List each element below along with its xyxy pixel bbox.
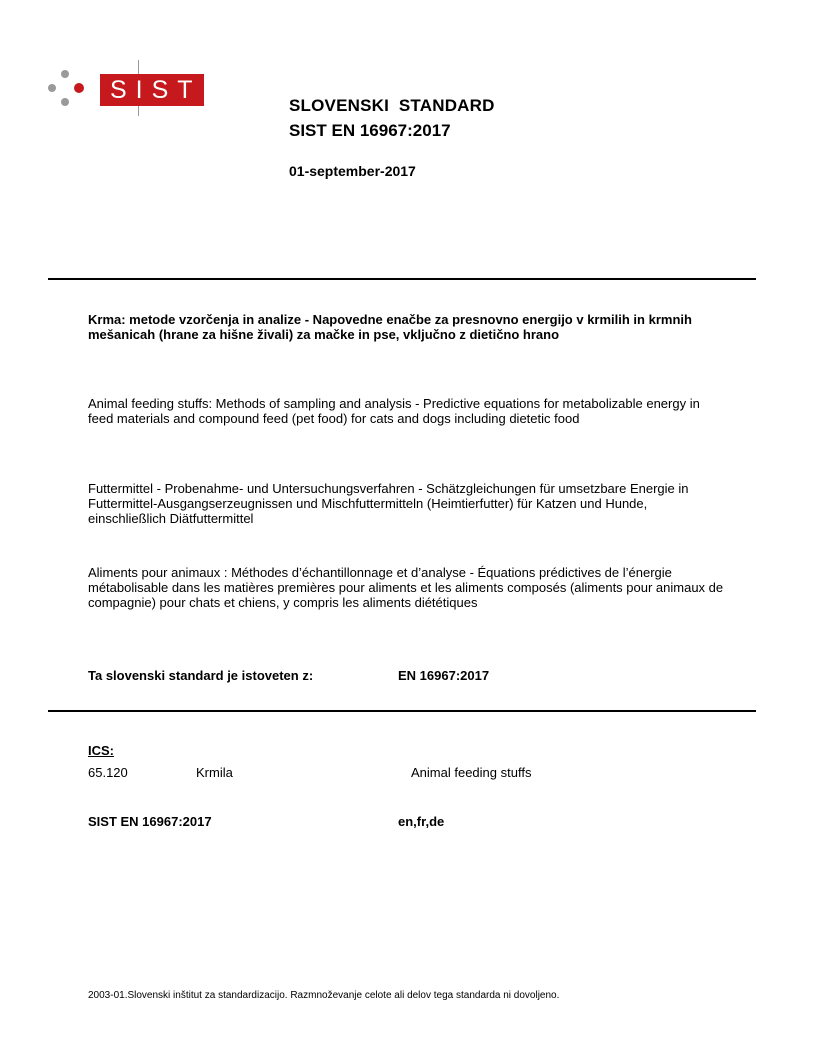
ics-heading: ICS: <box>88 743 114 758</box>
footer-languages: en,fr,de <box>398 814 445 829</box>
bottom-divider <box>48 710 756 712</box>
standard-type-title: SLOVENSKI STANDARD <box>289 96 495 115</box>
title-german: Futtermittel - Probenahme- und Untersuchungsverfahren - Schätzgleichungen für umsetzbare Energie in Futtermittel-Ausgangserzeugnissen und Mischfuttermitteln (Heimtierfutter) für Katzen und Hunde, einschließlich Diätfuttermittel <box>88 481 689 526</box>
top-divider <box>48 278 756 280</box>
standard-code: SIST EN 16967:2017 <box>289 121 451 140</box>
publication-date: 01-september-2017 <box>289 163 416 179</box>
ics-name-english: Animal feeding stuffs <box>411 765 532 780</box>
sist-logo: SIST <box>100 74 204 106</box>
identical-value: EN 16967:2017 <box>398 668 490 683</box>
title-french: Aliments pour animaux : Méthodes d’échantillonnage et d’analyse - Équations prédictives de l’énergie métabolisable dans les matières premières pour aliments et les aliments composés (aliments pour animaux de compagnie) pour chats et chiens, y compris les aliments diététiques <box>88 565 724 610</box>
logo-dots-icon <box>44 66 94 112</box>
copyright-notice: 2003-01.Slovenski inštitut za standardizacijo. Razmnoževanje celote ali delov tega standarda ni dovoljeno. <box>88 990 560 1001</box>
title-english: Animal feeding stuffs: Methods of sampling and analysis - Predictive equations for metabolizable energy in feed materials and compound feed (pet food) for cats and dogs including dietetic food <box>88 396 700 426</box>
ics-code: 65.120 <box>88 765 128 780</box>
title-slovenian: Krma: metode vzorčenja in analize - Napovedne enačbe za presnovno energijo v krmilih in krmnih mešanicah (hrane za hišne živali) za mačke in pse, vključno z dietično hrano <box>88 312 692 342</box>
ics-name-slovenian: Krmila <box>196 765 233 780</box>
identical-label: Ta slovenski standard je istoveten z: <box>88 668 314 683</box>
footer-standard-code: SIST EN 16967:2017 <box>88 814 212 829</box>
